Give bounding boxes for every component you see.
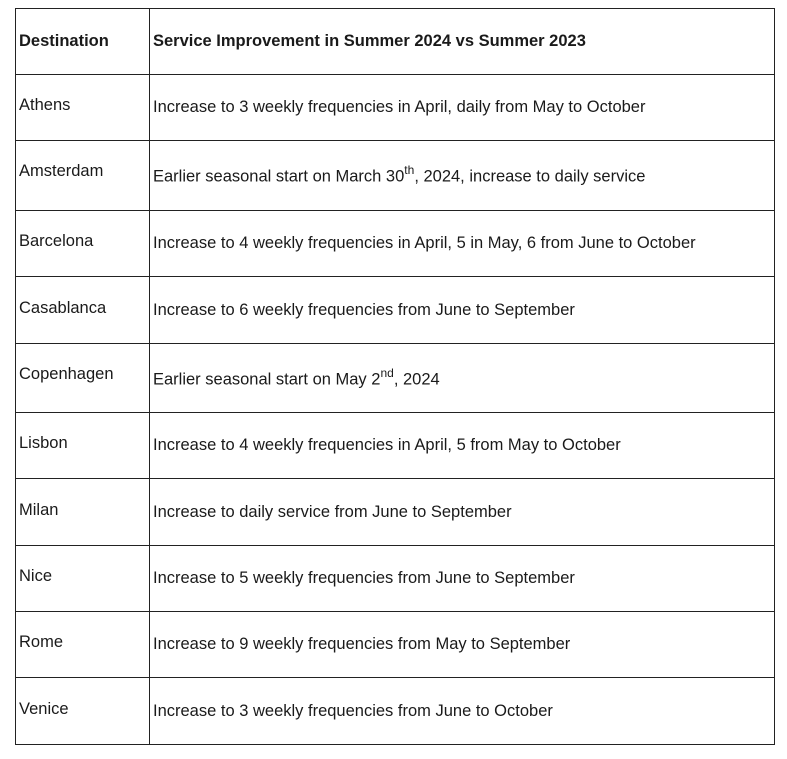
header-destination: Destination <box>16 9 150 75</box>
destination-name: Lisbon <box>19 434 68 452</box>
table-row <box>16 141 775 211</box>
improvement-text: Earlier seasonal start on May 2 <box>153 370 381 389</box>
table-row <box>16 612 775 678</box>
destination-cell <box>16 479 150 546</box>
destination-name: Barcelona <box>19 232 94 250</box>
ordinal-suffix: th <box>404 163 415 178</box>
destination-name: Amsterdam <box>19 162 104 180</box>
improvement-cell: Increase to 3 weekly frequencies in April, daily from May to October <box>150 75 775 141</box>
table-row <box>16 413 775 479</box>
table-row <box>16 479 775 546</box>
destination-name: Nice <box>19 567 53 585</box>
improvement-cell: Increase to 6 weekly frequencies from June to September <box>150 277 775 344</box>
header-service-improvement: Service Improvement in Summer 2024 vs Summer 2023 <box>150 9 775 75</box>
table-row <box>16 344 775 413</box>
destination-cell <box>16 413 150 479</box>
destination-cell <box>16 277 150 344</box>
destination-cell <box>16 612 150 678</box>
improvement-cell: Increase to 5 weekly frequencies from June to September <box>150 546 775 612</box>
improvement-cell <box>150 141 775 211</box>
table-row <box>16 678 775 745</box>
improvement-text: , 2024, increase to daily service <box>414 167 646 186</box>
ordinal-suffix: nd <box>380 365 394 380</box>
table-row <box>16 277 775 344</box>
table-row <box>16 546 775 612</box>
improvement-cell: Increase to 3 weekly frequencies from June to October <box>150 678 775 745</box>
improvement-cell: Increase to daily service from June to September <box>150 479 775 546</box>
destination-cell <box>16 75 150 141</box>
table-row <box>16 75 775 141</box>
destination-name: Rome <box>19 633 64 651</box>
destination-name: Milan <box>19 500 59 519</box>
improvement-cell: Increase to 4 weekly frequencies in April, 5 in May, 6 from June to October <box>150 211 775 277</box>
destination-cell <box>16 211 150 277</box>
improvement-cell: Increase to 9 weekly frequencies from May to September <box>150 612 775 678</box>
destination-cell <box>16 546 150 612</box>
improvement-cell: Increase to 4 weekly frequencies in April, 5 from May to October <box>150 413 775 479</box>
improvement-text: Earlier seasonal start on March 30 <box>153 167 405 186</box>
destination-cell <box>16 141 150 211</box>
destination-cell <box>16 344 150 413</box>
destination-name: Athens <box>19 96 71 114</box>
destination-cell <box>16 678 150 745</box>
improvement-text: , 2024 <box>393 370 440 389</box>
improvement-cell <box>150 344 775 413</box>
destination-name: Casablanca <box>19 298 107 317</box>
destination-name: Venice <box>19 699 69 718</box>
table-header-row <box>16 9 775 75</box>
table-row <box>16 211 775 277</box>
destination-name: Copenhagen <box>19 364 114 383</box>
service-improvement-table <box>15 8 775 745</box>
